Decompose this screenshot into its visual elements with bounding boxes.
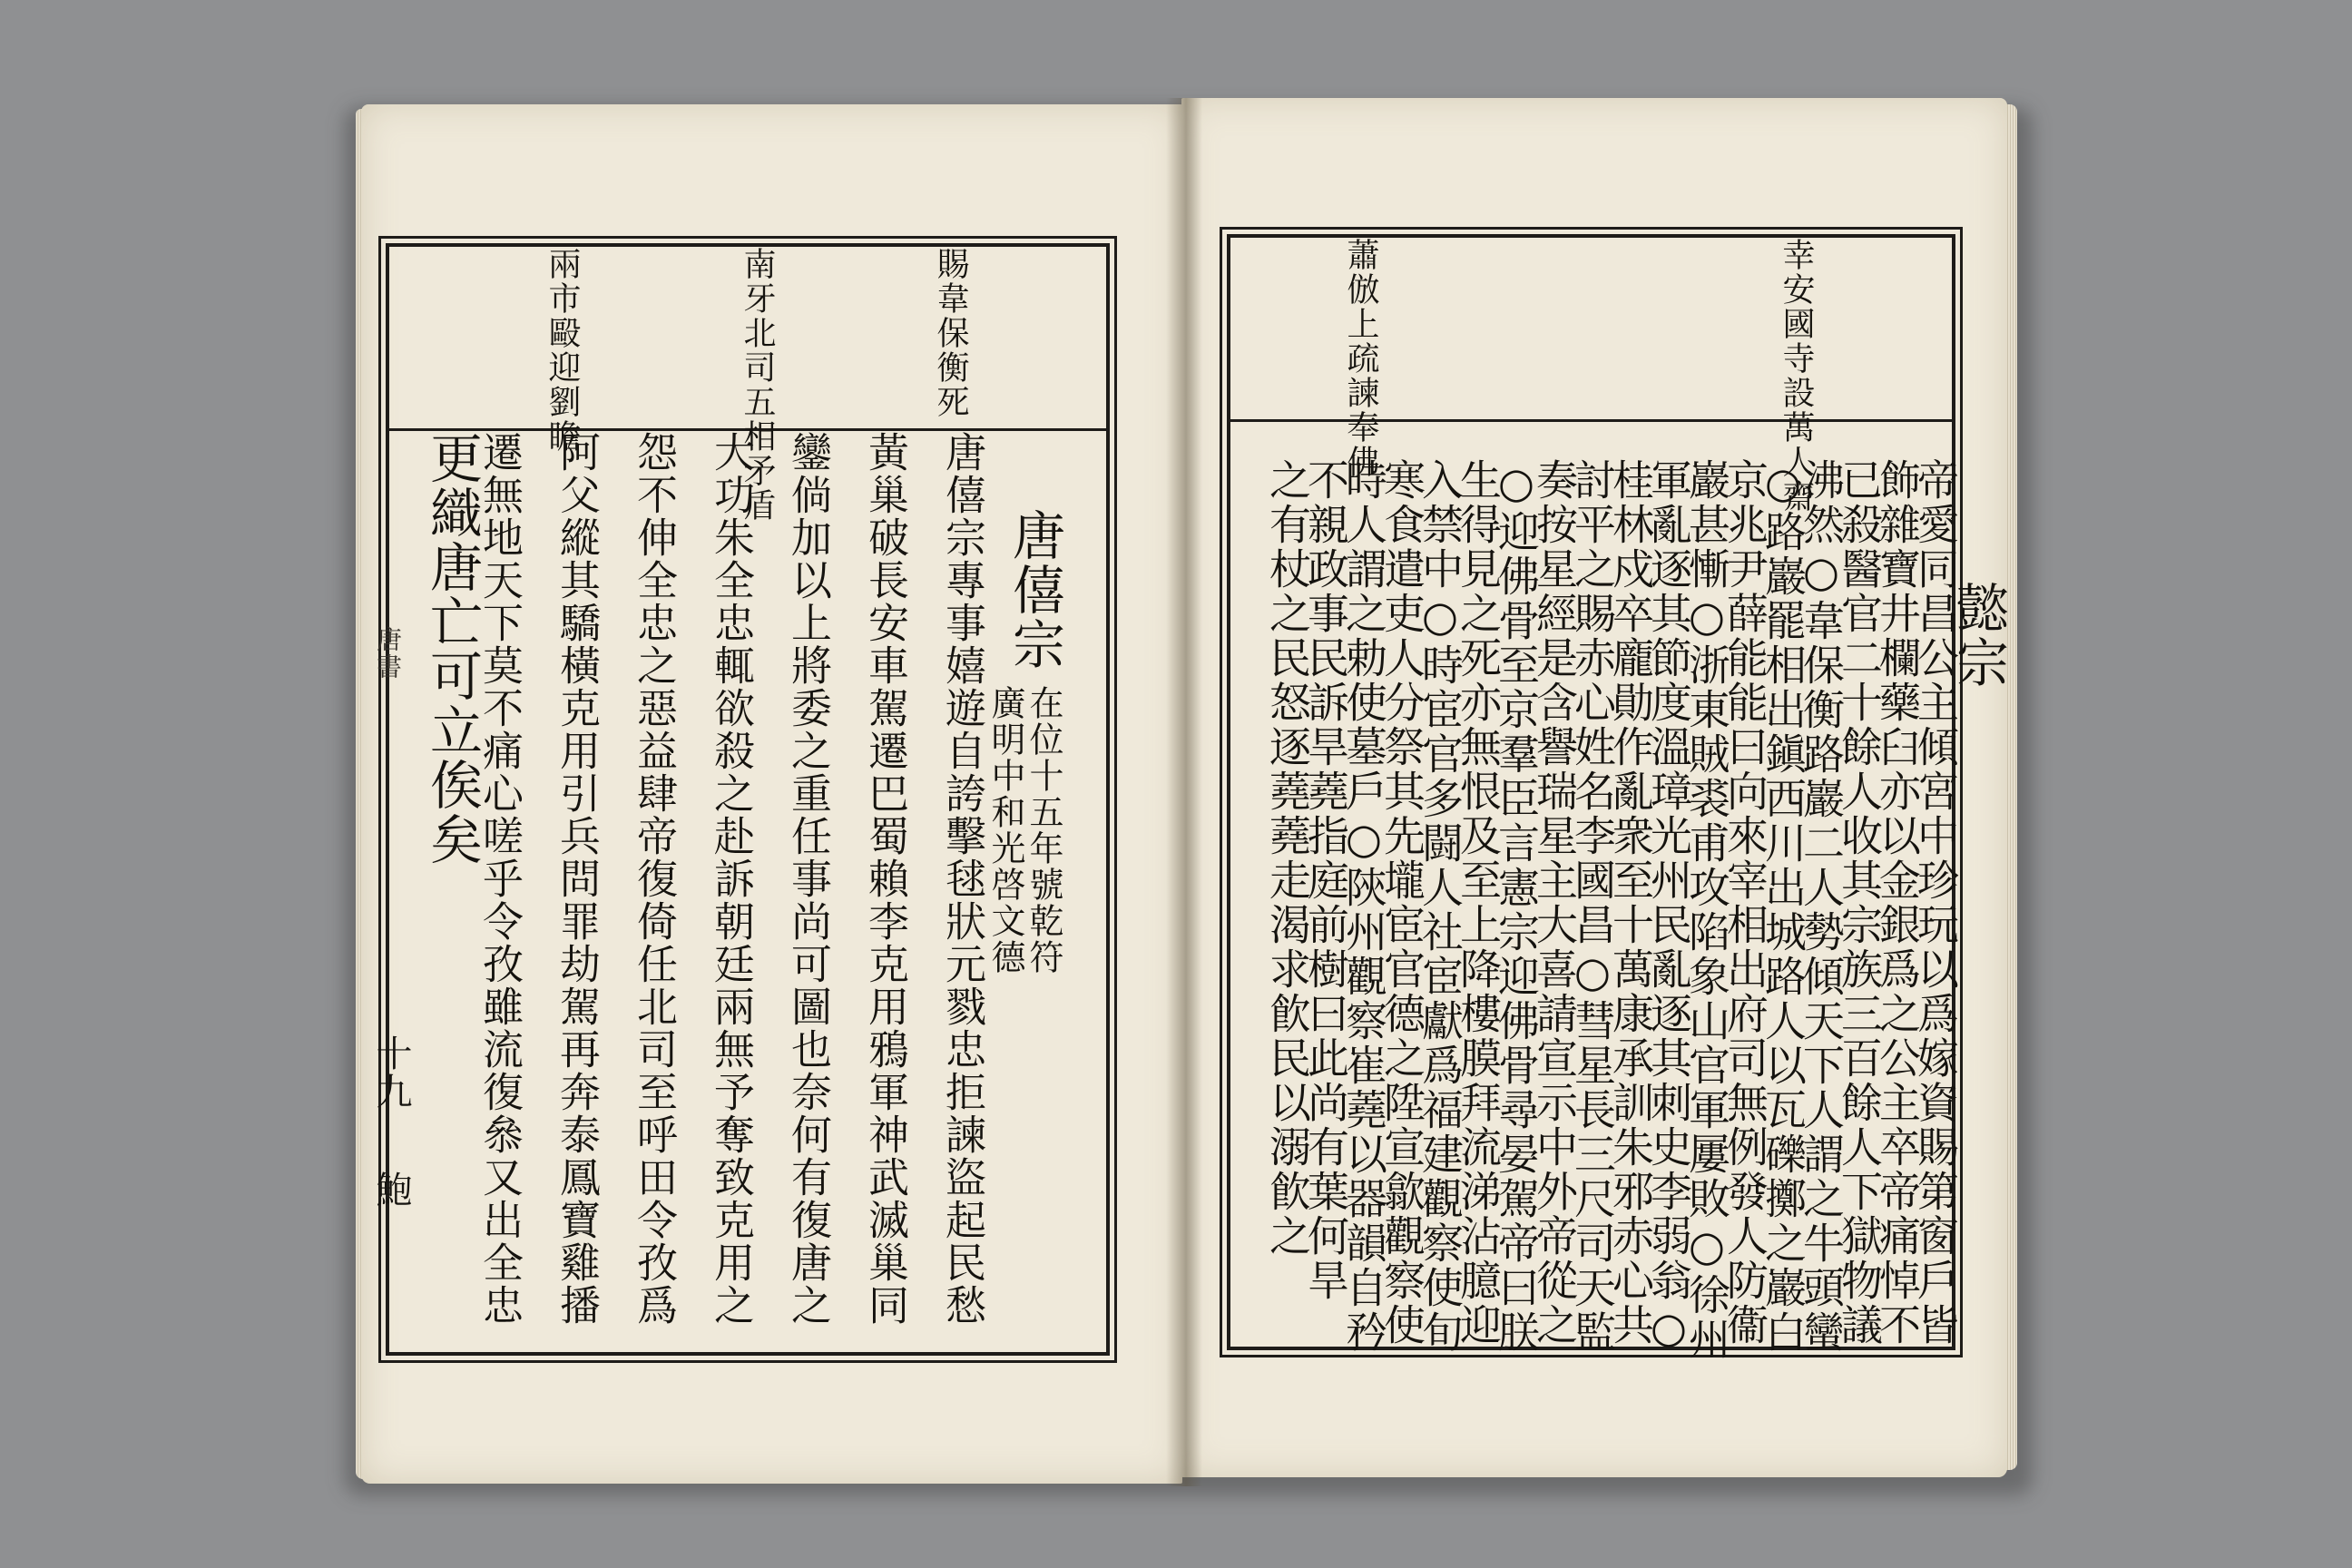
right-body-column-15: 寒食遣吏人分祭其先壠宦官德之陞宣歙觀察使 xyxy=(1377,458,1426,1348)
right-body-column-9: 桂林戍卒龐勛作亂衆至十萬康承訓朱邪赤心共 xyxy=(1606,458,1655,1348)
left-headnote-1: 賜韋保衡死 xyxy=(932,247,969,419)
right-body-column-1: 帝愛同昌公主傾宮中珍玩以爲嫁資賜第窗戶皆 xyxy=(1911,458,1960,1348)
right-body-column-10: 討平之賜赤心姓名李國昌○彗星長三尺司天監 xyxy=(1568,458,1617,1355)
right-body-column-6: 京兆尹薛能能曰向來宰相出府司無例發人防衞 xyxy=(1720,458,1769,1348)
left-body-column-1: 唐僖宗專事嬉遊自誇擊毬狀元戮忠拒諫盜起民愁 xyxy=(938,431,986,1327)
left-edge-label: 唐書 xyxy=(373,626,403,681)
right-body-column-16: 時人謂之勅使墓戶○陝州觀察崔蕘以器韻自矜 xyxy=(1339,458,1388,1355)
left-body-column-5: 怨不伸全忠之惡益肆帝復倚任北司至呼田令孜爲 xyxy=(630,431,678,1327)
folio-tag: 鮑 xyxy=(370,1171,412,1209)
left-body-column-7: 遷無地天下莫不痛心嗟乎令孜雖流復叅又出全忠 xyxy=(475,431,524,1327)
left-body-column-4: 大功朱全忠輒欲殺之赴訴朝廷兩無予奪致克用之 xyxy=(707,431,755,1327)
left-body-column-3: 鑾倘加以上將委之重任事尚可圖也奈何有復唐之 xyxy=(784,431,832,1327)
book-gutter xyxy=(1166,98,1202,1486)
right-body-column-8: 軍亂逐其節度溫璋光州民亂逐其刺史李弱翁○ xyxy=(1644,458,1693,1355)
left-headnote-3: 兩市毆迎劉瞻 xyxy=(544,247,581,454)
right-body-column-2: 飾雜寶井欄藥臼亦以金銀爲之公主卒帝痛悼不 xyxy=(1873,458,1922,1348)
left-body-column-8: 更織唐亡可立俟矣 xyxy=(421,431,483,867)
left-section-title: 唐僖宗 xyxy=(1004,508,1065,671)
right-section-title: 懿宗 xyxy=(1947,581,2009,690)
right-headnote-band xyxy=(1230,238,1952,422)
right-body-column-13: 生得見之死亦無恨及至上降樓膜拜流涕沾臆迎 xyxy=(1454,458,1503,1348)
left-reign-note-2: 廣明中和光啓文德 xyxy=(985,685,1025,975)
folio-number: 十九 xyxy=(370,1034,412,1111)
right-body-column-18: 之有杖之民怒逐蕘蕘走渴求飮民以溺飮之 xyxy=(1263,458,1312,1259)
left-headnote-2: 南牙北司五相矛盾 xyxy=(739,247,776,523)
right-body-column-11: 奏按星經是含譽瑞星主大喜請宣示中外帝從之 xyxy=(1530,458,1579,1348)
right-body-column-14: 入禁中○時宦官多闘人社宦獻爲福建觀察使旬 xyxy=(1416,458,1465,1355)
right-headnote-1: 幸安國寺設萬人齋 xyxy=(1778,238,1815,514)
right-body-column-3: 已殺醫官二十餘人收其宗族三百餘人下獄物議 xyxy=(1835,458,1884,1348)
left-body-column-2: 黃巢破長安車駕遷巴蜀賴李克用鴉軍神武滅巢同 xyxy=(861,431,909,1327)
left-body-column-6: 阿父縱其驕橫克用引兵問罪劫駕再奔泰鳳寶雞播 xyxy=(553,431,601,1327)
right-headnote-2: 蕭倣上疏諫奉佛 xyxy=(1342,238,1379,479)
right-body-column-7: 巖甚慚○浙東賊裘甫攻陷象山官軍屢敗○徐州 xyxy=(1682,458,1731,1362)
right-body-column-4: 沸然○韋保衡路巖二人勢傾天下人謂之牛頭蠻 xyxy=(1797,458,1846,1355)
right-body-column-17: 不親政事民訴旱蕘指庭前樹曰此尚有葉何旱 xyxy=(1301,458,1350,1303)
right-body-column-12: ○迎佛骨至京羣臣言憲宗迎佛骨尋晏駕帝曰朕 xyxy=(1492,458,1541,1355)
left-reign-note-1: 在位十五年號乾符 xyxy=(1024,685,1063,975)
right-body-column-5: ○路巖罷相出鎭西川出城路人以瓦礫擲之巖白 xyxy=(1759,458,1808,1355)
